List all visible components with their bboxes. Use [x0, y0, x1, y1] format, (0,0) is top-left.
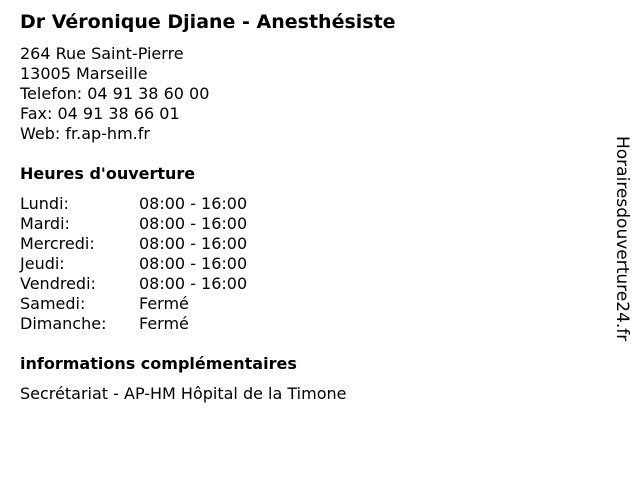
day-label: Mercredi: — [20, 234, 95, 253]
hours-value: 08:00 - 16:00 — [139, 194, 248, 213]
hours-row-vendredi — [20, 274, 247, 294]
hours-row-samedi — [20, 294, 247, 314]
city-address: 13005 Marseille — [20, 64, 148, 83]
day-label: Vendredi: — [20, 274, 96, 293]
brand-watermark: Horairesdouverture24.fr — [612, 136, 632, 342]
opening-hours-heading: Heures d'ouverture — [20, 164, 196, 183]
hours-value: 08:00 - 16:00 — [139, 234, 248, 253]
hours-row-mardi — [20, 214, 247, 234]
day-label: Mardi: — [20, 214, 70, 233]
additional-info-heading: informations complémentaires — [20, 354, 297, 373]
hours-row-lundi — [20, 194, 247, 214]
hours-value: 08:00 - 16:00 — [139, 274, 248, 293]
hours-row-jeudi — [20, 254, 247, 274]
page-title: Dr Véronique Djiane - Anesthésiste — [20, 11, 396, 33]
day-label: Jeudi: — [20, 254, 65, 273]
hours-value: 08:00 - 16:00 — [139, 254, 248, 273]
opening-hours-table — [20, 194, 247, 334]
hours-row-dimanche — [20, 314, 247, 334]
street-address: 264 Rue Saint-Pierre — [20, 44, 184, 63]
hours-value: Fermé — [139, 314, 189, 333]
additional-info-text: Secrétariat - AP-HM Hôpital de la Timone — [20, 384, 347, 403]
hours-value: Fermé — [139, 294, 189, 313]
phone-number[interactable]: Telefon: 04 91 38 60 00 — [20, 84, 210, 103]
address-block — [20, 44, 209, 144]
day-label: Lundi: — [20, 194, 69, 213]
hours-value: 08:00 - 16:00 — [139, 214, 248, 233]
day-label: Samedi: — [20, 294, 86, 313]
website-link[interactable]: Web: fr.ap-hm.fr — [20, 124, 150, 143]
fax-number: Fax: 04 91 38 66 01 — [20, 104, 180, 123]
day-label: Dimanche: — [20, 314, 107, 333]
hours-row-mercredi — [20, 234, 247, 254]
